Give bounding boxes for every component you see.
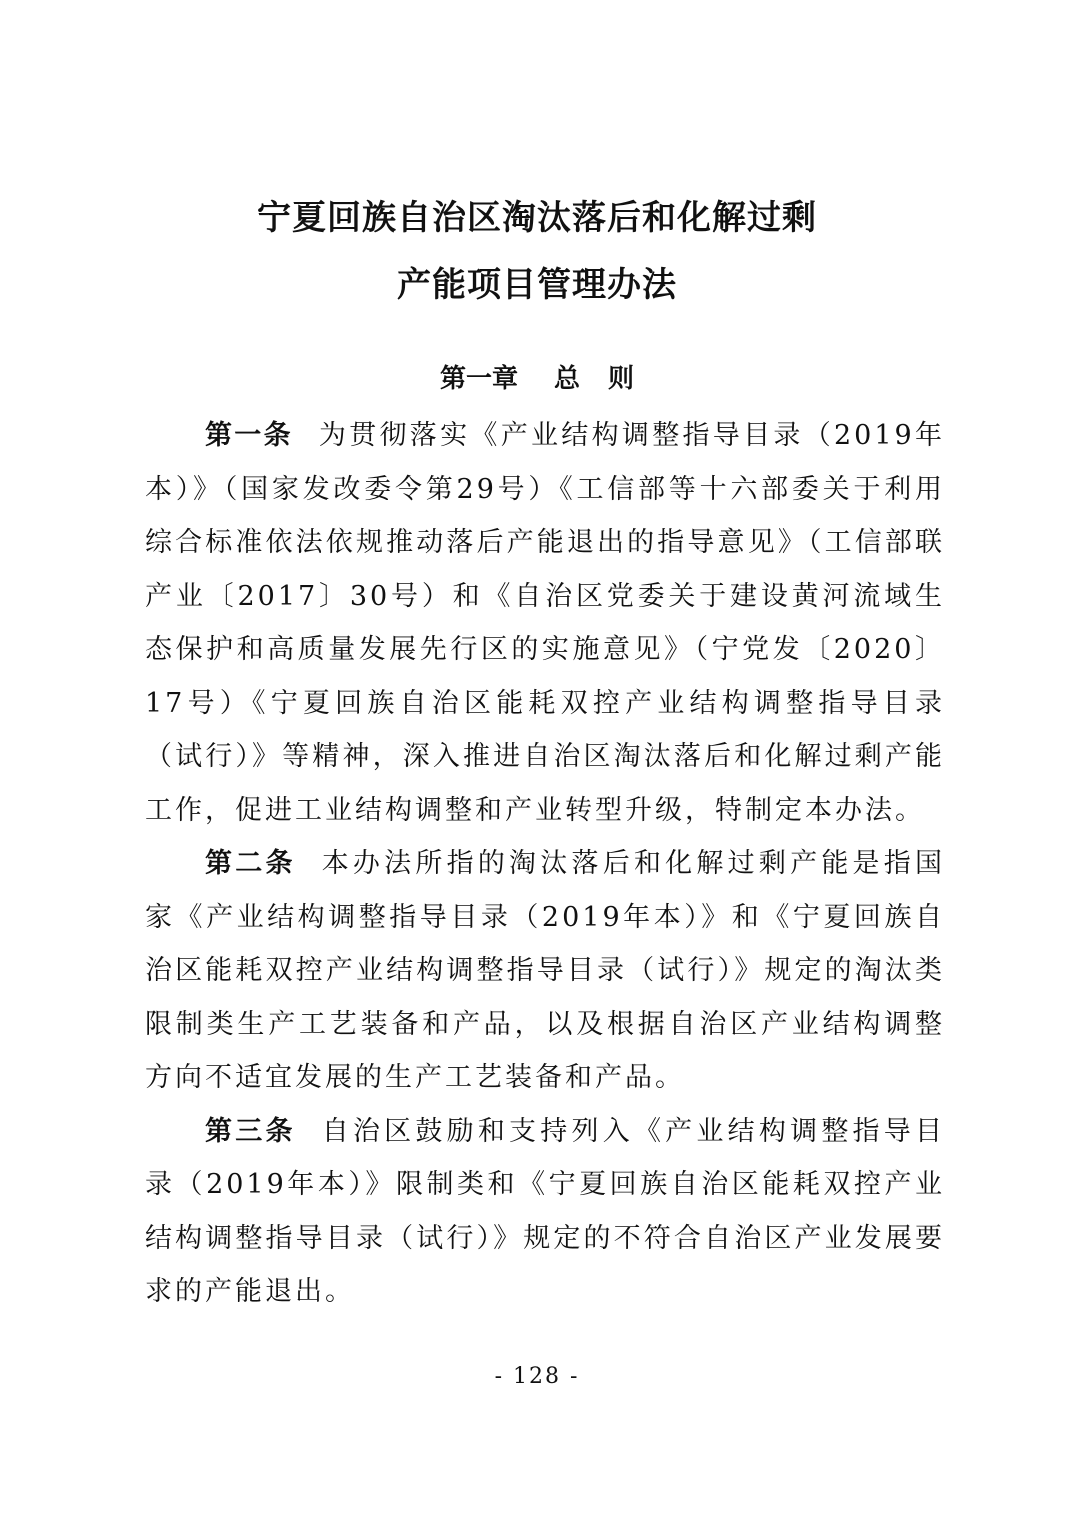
article-3-text: 自治区鼓励和支持列入《产业结构调整指导目录（2019年本）》限制类和《宁夏回族自治区能耗双控产业结构调整指导目录（试行）》规定的不符合自治区产业发展要求的产能退出。 [145,1115,946,1307]
article-2-text: 本办法所指的淘汰落后和化解过剩产能是指国家《产业结构调整指导目录（2019年本）》和《宁夏回族自治区能耗双控产业结构调整指导目录（试行）》规定的淘汰类限制类生产工艺装备和产品，以及根据自治区产业结构调整方向不适宜发展的生产工艺装备和产品。 [145,848,946,1093]
chapter-number: 第一章 [439,364,518,394]
article-1 [145,409,945,837]
document-body [145,409,945,1319]
article-3-number: 第三条 [205,1115,296,1147]
article-1-text: 为贯彻落实《产业结构调整指导目录（2019年本）》（国家发改委令第29号）《工信部等十六部委关于利用综合标准依法依规推动落后产能退出的指导意见》（工信部联产业〔2017〕30号）和《自治区党委关于建设黄河流域生态保护和高质量发展先行区的实施意见》（宁党发〔2020〕17号）《宁夏回族自治区能耗双控产业结构调整指导目录（试行）》等精神，深入推进自治区淘汰落后和化解过剩产能工作，促进工业结构调整和产业转型升级，特制定本办法。 [145,420,946,826]
article-3 [145,1105,945,1319]
article-2-number: 第二条 [205,848,296,879]
chapter-name-part-1: 总 [553,364,580,394]
document-title-line-2: 产能项目管理办法 [397,265,677,305]
chapter-name-part-2: 则 [608,364,635,394]
article-2 [145,837,945,1105]
article-1-number: 第一条 [205,420,293,451]
chapter-heading [0,362,1074,396]
page-number: - 128 - [494,1364,580,1389]
document-title-line-1: 宁夏回族自治区淘汰落后和化解过剩 [257,198,817,238]
